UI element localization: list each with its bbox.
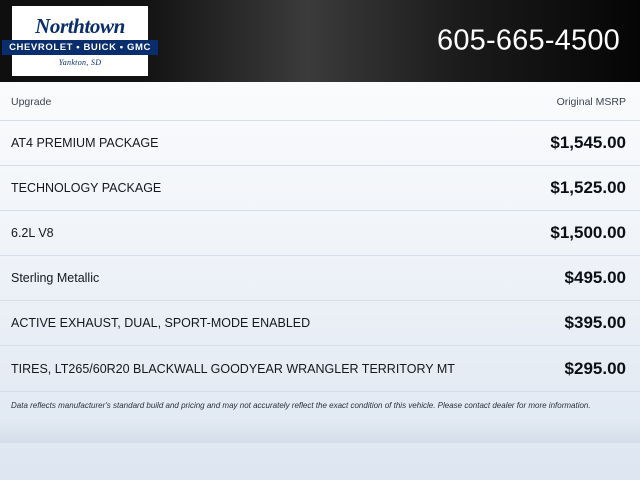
table-row (0, 120, 640, 165)
dealer-location: Yankton, SD (58, 57, 102, 67)
upgrade-label: 6.2L V8 (11, 226, 54, 240)
table-row (0, 255, 640, 300)
upgrade-label: Sterling Metallic (11, 271, 100, 285)
column-header-upgrade: Upgrade (11, 96, 52, 108)
table-row (0, 300, 640, 345)
upgrade-label: AT4 PREMIUM PACKAGE (11, 136, 159, 150)
dealer-logo (9, 6, 151, 76)
table-row (0, 210, 640, 255)
upgrade-label: TIRES, LT265/60R20 BLACKWALL GOODYEAR WRANGLER TERRITORY MT (11, 361, 455, 376)
table-row (0, 165, 640, 210)
upgrade-price: $1,525.00 (550, 178, 626, 197)
table-header-row (0, 82, 640, 120)
dealer-phone[interactable]: 605-665-4500 (437, 24, 620, 57)
dealer-name: Northtown (35, 13, 125, 38)
disclaimer-text: Data reflects manufacturer's standard build and pricing and may not accurately reflect the exact condition of this vehicle. Please contact dealer for more information. (0, 391, 640, 421)
upgrade-label: TECHNOLOGY PACKAGE (11, 181, 162, 195)
upgrade-price: $495.00 (564, 268, 626, 287)
column-header-msrp: Original MSRP (556, 96, 626, 108)
footer-strip (0, 421, 640, 443)
page-header (0, 0, 640, 82)
upgrade-label: ACTIVE EXHAUST, DUAL, SPORT-MODE ENABLED (11, 316, 311, 330)
upgrade-price: $395.00 (564, 313, 626, 332)
upgrade-price: $1,500.00 (550, 223, 626, 242)
dealer-brands: CHEVROLET • BUICK • GMC (2, 40, 158, 55)
upgrade-price: $1,545.00 (550, 133, 626, 152)
upgrade-price: $295.00 (564, 359, 626, 378)
upgrades-table (0, 82, 640, 391)
table-row (0, 345, 640, 391)
